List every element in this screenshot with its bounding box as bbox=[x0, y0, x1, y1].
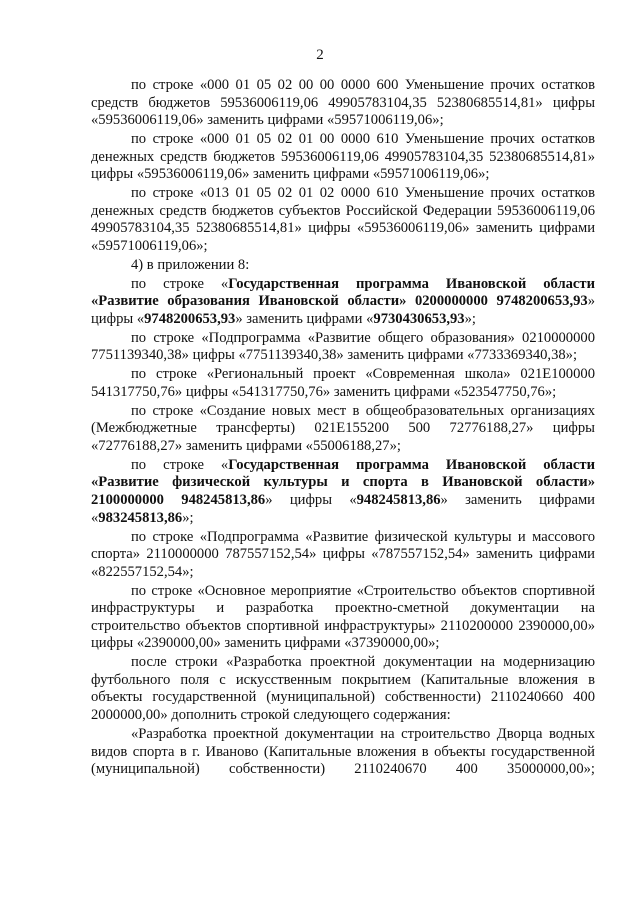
paragraph bbox=[91, 330, 595, 365]
text-run: » цифры « bbox=[91, 293, 595, 327]
text-run: » цифры « bbox=[265, 492, 357, 509]
bold-text: 983245813,86 bbox=[98, 509, 183, 526]
paragraph bbox=[91, 77, 595, 130]
text-run: по строке « bbox=[131, 456, 229, 473]
paragraph bbox=[91, 457, 595, 527]
text-run: по строке «Региональный проект «Современная школа» 021E100000 541317750,76» цифры «541317750,76» заменить цифрами «523547750,76»; bbox=[91, 366, 595, 400]
text-run: » заменить цифрами « bbox=[235, 310, 374, 327]
document-body bbox=[91, 77, 595, 780]
paragraph bbox=[91, 529, 595, 582]
text-run: по строке «000 01 05 02 01 00 0000 610 Уменьшение прочих остатков денежных средств бюджетов 59536006119,06 49905783104,35 52380685514,81» цифры «59536006119,06» заменить цифрами «59571006119,06»; bbox=[91, 131, 595, 183]
paragraph bbox=[91, 403, 595, 456]
paragraph bbox=[91, 131, 595, 184]
text-run: по строке « bbox=[131, 275, 229, 292]
paragraph bbox=[91, 654, 595, 724]
text-run: по строке «Основное мероприятие «Строительство объектов спортивной инфраструктуры и разработка проектно-сметной документации на строительство объектов спортивной инфраструктуры» 2110200000 2390000,00» цифры «2390000,00» заменить цифрами «37390000,00»; bbox=[91, 582, 595, 652]
text-run: »; bbox=[464, 310, 476, 327]
page-number: 2 bbox=[316, 47, 324, 63]
paragraph bbox=[91, 257, 595, 275]
text-run: «Разработка проектной документации на строительство Дворца водных видов спорта в г. Иваново (Капитальные вложения в объекты государственной (муниципальной) собственности) 2110240670 400 35000000,00»; bbox=[91, 725, 595, 778]
text-run: по строке «Создание новых мест в общеобразовательных организациях (Межбюджетные трансферты) 021E155200 500 72776188,27» цифры «72776188,27» заменить цифрами «55006188,27»; bbox=[91, 402, 595, 454]
bold-text: Государственная программа Ивановской области «Развитие образования Ивановской области» 0200000000 9748200653,93 bbox=[91, 275, 595, 310]
text-run: по строке «000 01 05 02 00 00 0000 600 Уменьшение прочих остатков средств бюджетов 59536006119,06 49905783104,35 52380685514,81» цифры «59536006119,06» заменить цифрами «59571006119,06»; bbox=[91, 77, 595, 129]
paragraph bbox=[91, 366, 595, 401]
text-run: 4) в приложении 8: bbox=[131, 256, 250, 273]
paragraph bbox=[91, 583, 595, 653]
bold-text: 948245813,86 bbox=[356, 492, 441, 509]
paragraph bbox=[91, 726, 595, 779]
text-run: »; bbox=[182, 509, 194, 526]
paragraph bbox=[91, 185, 595, 255]
paragraph bbox=[91, 276, 595, 329]
text-run: по строке «013 01 05 02 01 02 0000 610 Уменьшение прочих остатков денежных средств бюджетов субъектов Российской Федерации 59536006119,06 49905783104,35 52380685514,81» цифры «59536006119,06» заменить цифрами «59571006119,06»; bbox=[91, 185, 595, 254]
bold-text: 9748200653,93 bbox=[144, 310, 236, 327]
text-run: после строки «Разработка проектной документации на модернизацию футбольного поля с искусственным покрытием (Капитальные вложения в объекты государственной (муниципальной) собственности) 2110240660 400 2000000,00» дополнить строкой следующего содержания: bbox=[91, 654, 595, 724]
text-run: по строке «Подпрограмма «Развитие физической культуры и массового спорта» 2110000000 787557152,54» цифры «787557152,54» заменить цифрами «822557152,54»; bbox=[91, 528, 595, 580]
text-run: » заменить цифрами « bbox=[91, 492, 595, 526]
text-run: по строке «Подпрограмма «Развитие общего образования» 0210000000 7751139340,38» цифры «7751139340,38» заменить цифрами «7733369340,38»; bbox=[91, 329, 595, 364]
bold-text: 9730430653,93 bbox=[373, 310, 465, 327]
bold-text: Государственная программа Ивановской области «Развитие физической культуры и спорта в Ивановской области» 2100000000 948245813,86 bbox=[91, 456, 595, 509]
